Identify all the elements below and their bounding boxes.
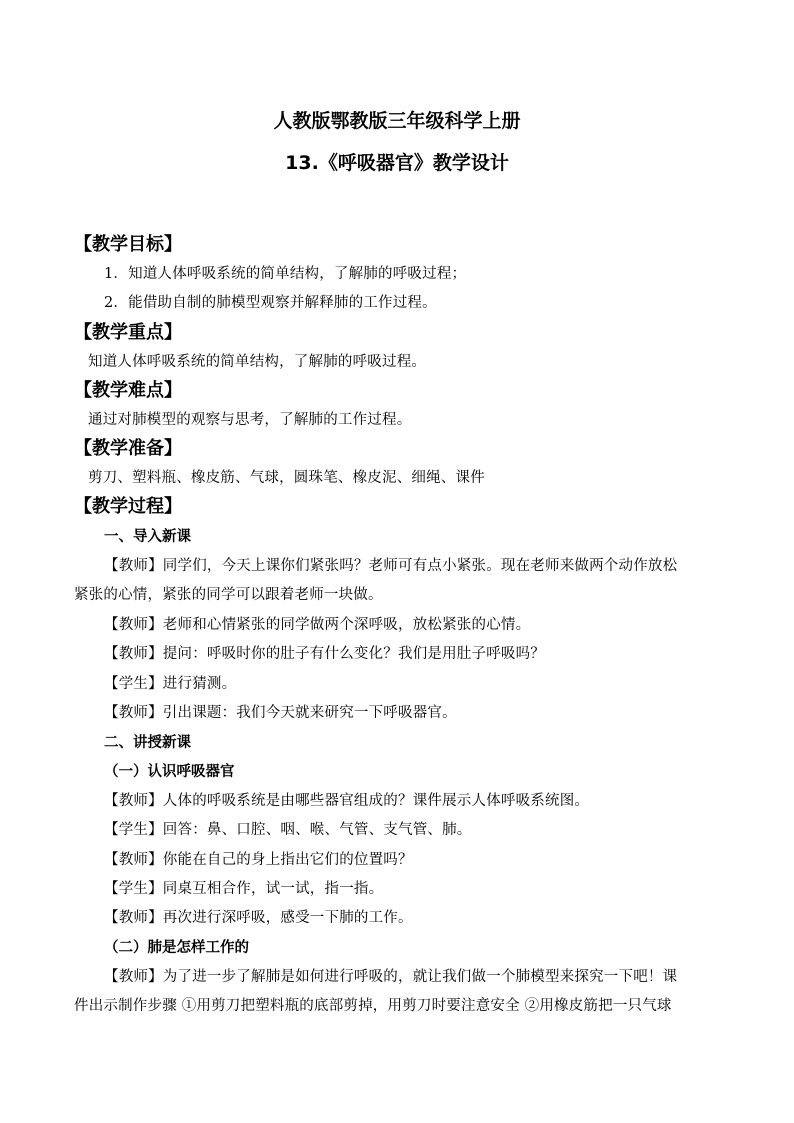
paragraph-line: 【教师】提问：呼吸时你的肚子有什么变化？我们是用肚子呼吸吗？ [104, 646, 545, 662]
key-points-text: 知道人体呼吸系统的简单结构，了解肺的呼吸过程。 [88, 354, 427, 370]
paragraph-line: 【学生】回答：鼻、口腔、咽、喉、气管、支气管、肺。 [104, 822, 472, 838]
difficulties-text: 通过对肺模型的观察与思考，了解肺的工作过程。 [88, 412, 412, 428]
section-heading-key-points: 【教学重点】 [74, 322, 182, 343]
paragraph-line: 【教师】老师和心情紧张的同学做两个深呼吸，放松紧张的心情。 [104, 617, 531, 633]
section-heading-goals: 【教学目标】 [74, 234, 182, 255]
paragraph-line: 【学生】进行猜测。 [104, 676, 237, 692]
section-heading-process: 【教学过程】 [74, 496, 182, 517]
section-heading-preparation: 【教学准备】 [74, 438, 182, 459]
paragraph-line: 【教师】引出课题：我们今天就来研究一下呼吸器官。 [104, 705, 457, 721]
paragraph-line: 紧张的心情，紧张的同学可以跟着老师一块做。 [74, 587, 383, 603]
paragraph-line: 件出示制作步骤 ①用剪刀把塑料瓶的底部剪掉，用剪刀时要注意安全 ②用橡皮筋把一只气球 [74, 998, 672, 1014]
document-title: 人教版鄂教版三年级科学上册 [273, 110, 521, 132]
paragraph-line: 【学生】同桌互相合作，试一试，指一指。 [104, 881, 384, 897]
preparation-text: 剪刀、塑料瓶、橡皮筋、气球，圆珠笔、橡皮泥、细绳、课件 [88, 470, 485, 486]
paragraph-line: 【教师】同学们，今天上课你们紧张吗？老师可有点小紧张。现在老师来做两个动作放松 [104, 558, 678, 574]
paragraph-line: 【教师】再次进行深呼吸，感受一下肺的工作。 [104, 910, 413, 926]
part-title-intro: 一、导入新课 [104, 529, 191, 545]
goal-item: 2．能借助自制的肺模型观察并解释肺的工作过程。 [104, 295, 437, 311]
paragraph-line: 【教师】你能在自己的身上指出它们的位置吗？ [104, 852, 413, 868]
subsection-title: （二）肺是怎样工作的 [104, 940, 249, 956]
paragraph-line: 【教师】为了进一步了解肺是如何进行呼吸的，就让我们做一个肺模型来探究一下吧！课 [104, 969, 678, 985]
section-heading-difficulties: 【教学难点】 [74, 380, 182, 401]
goal-item: 1．知道人体呼吸系统的简单结构，了解肺的呼吸过程； [104, 266, 467, 282]
subsection-title: （一）认识呼吸器官 [104, 764, 235, 780]
part-title-new-lesson: 二、讲授新课 [104, 735, 191, 751]
lesson-title: 13.《呼吸器官》教学设计 [285, 152, 509, 174]
paragraph-line: 【教师】人体的呼吸系统是由哪些器官组成的？课件展示人体呼吸系统图。 [104, 793, 590, 809]
